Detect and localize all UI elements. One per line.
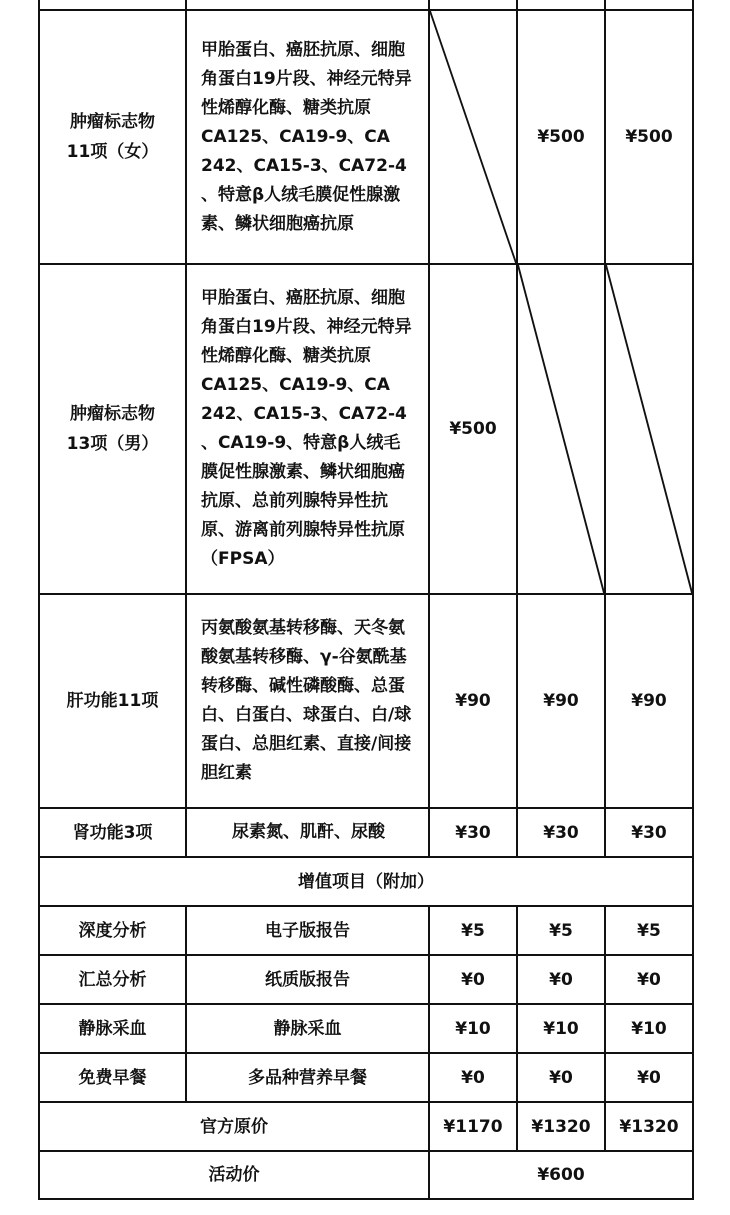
item-description: 甲胎蛋白、癌胚抗原、细胞角蛋白19片段、神经元特异性烯醇化酶、糖类抗原 CA125、CA19-9、CA 242、CA15-3、CA72-4 、CA19-9、特意β人绒毛膜促性腺激素、鳞状细胞癌抗原、总前列腺特异性抗原、游离前列腺特异性抗原（FPSA）	[186, 264, 429, 594]
promo-price-value: ¥600	[429, 1151, 693, 1199]
price-cell: ¥500	[429, 264, 517, 594]
price-cell: ¥0	[429, 1053, 517, 1102]
price-table	[38, 0, 694, 1200]
price-cell: ¥10	[429, 1004, 517, 1053]
price-cell: ¥1320	[605, 1102, 693, 1151]
promo-price-label: 活动价	[39, 1151, 429, 1199]
table-row-kidney	[39, 808, 693, 857]
price-cell: ¥90	[517, 594, 605, 808]
price-cell: ¥5	[517, 906, 605, 955]
price-cell: ¥500	[605, 10, 693, 264]
price-cell: ¥500	[517, 10, 605, 264]
table-row-addon	[39, 1053, 693, 1102]
table-row-promo-price	[39, 1151, 693, 1199]
price-cell: ¥0	[605, 1053, 693, 1102]
addon-item: 静脉采血	[186, 1004, 429, 1053]
price-cell: ¥30	[605, 808, 693, 857]
diagonal-slash	[430, 11, 516, 263]
table-row-liver	[39, 594, 693, 808]
diagonal-slash	[518, 265, 604, 593]
addon-name: 深度分析	[39, 906, 186, 955]
not-included-cell	[517, 264, 605, 594]
item-description: 丙氨酸氨基转移酶、天冬氨酸氨基转移酶、γ-谷氨酰基转移酶、碱性磷酸酶、总蛋白、白蛋白、球蛋白、白/球蛋白、总胆红素、直接/间接胆红素	[186, 594, 429, 808]
price-cell: ¥90	[605, 594, 693, 808]
not-included-cell	[605, 264, 693, 594]
item-name: 肿瘤标志物 11项（女）	[39, 10, 186, 264]
addon-name: 静脉采血	[39, 1004, 186, 1053]
item-description: 尿素氮、肌酐、尿酸	[186, 808, 429, 857]
price-cell: ¥0	[517, 1053, 605, 1102]
table-row-addon	[39, 1004, 693, 1053]
addon-name: 汇总分析	[39, 955, 186, 1004]
item-name: 肝功能11项	[39, 594, 186, 808]
price-cell: ¥0	[517, 955, 605, 1004]
price-cell: ¥10	[517, 1004, 605, 1053]
addon-item: 电子版报告	[186, 906, 429, 955]
table-row-official-price	[39, 1102, 693, 1151]
diagonal-slash	[606, 265, 692, 593]
addon-item: 多品种营养早餐	[186, 1053, 429, 1102]
item-name: 肾功能3项	[39, 808, 186, 857]
price-cell: ¥0	[605, 955, 693, 1004]
price-cell: ¥1170	[429, 1102, 517, 1151]
table-row-addon	[39, 955, 693, 1004]
addon-name: 免费早餐	[39, 1053, 186, 1102]
price-cell: ¥30	[517, 808, 605, 857]
table-row-partial	[39, 0, 693, 10]
price-cell: ¥5	[429, 906, 517, 955]
addon-item: 纸质版报告	[186, 955, 429, 1004]
not-included-cell	[429, 10, 517, 264]
official-price-label: 官方原价	[39, 1102, 429, 1151]
table-row-tumor-female	[39, 10, 693, 264]
price-cell: ¥0	[429, 955, 517, 1004]
price-cell: ¥10	[605, 1004, 693, 1053]
item-description: 甲胎蛋白、癌胚抗原、细胞角蛋白19片段、神经元特异性烯醇化酶、糖类抗原 CA125、CA19-9、CA 242、CA15-3、CA72-4 、特意β人绒毛膜促性腺激素、鳞状细胞癌抗原	[186, 10, 429, 264]
price-cell: ¥5	[605, 906, 693, 955]
table-row-tumor-male	[39, 264, 693, 594]
price-cell: ¥90	[429, 594, 517, 808]
section-header: 增值项目（附加）	[39, 857, 693, 906]
table-row-addon	[39, 906, 693, 955]
item-name: 肿瘤标志物 13项（男）	[39, 264, 186, 594]
price-cell: ¥30	[429, 808, 517, 857]
price-cell: ¥1320	[517, 1102, 605, 1151]
table-row-addon-header	[39, 857, 693, 906]
